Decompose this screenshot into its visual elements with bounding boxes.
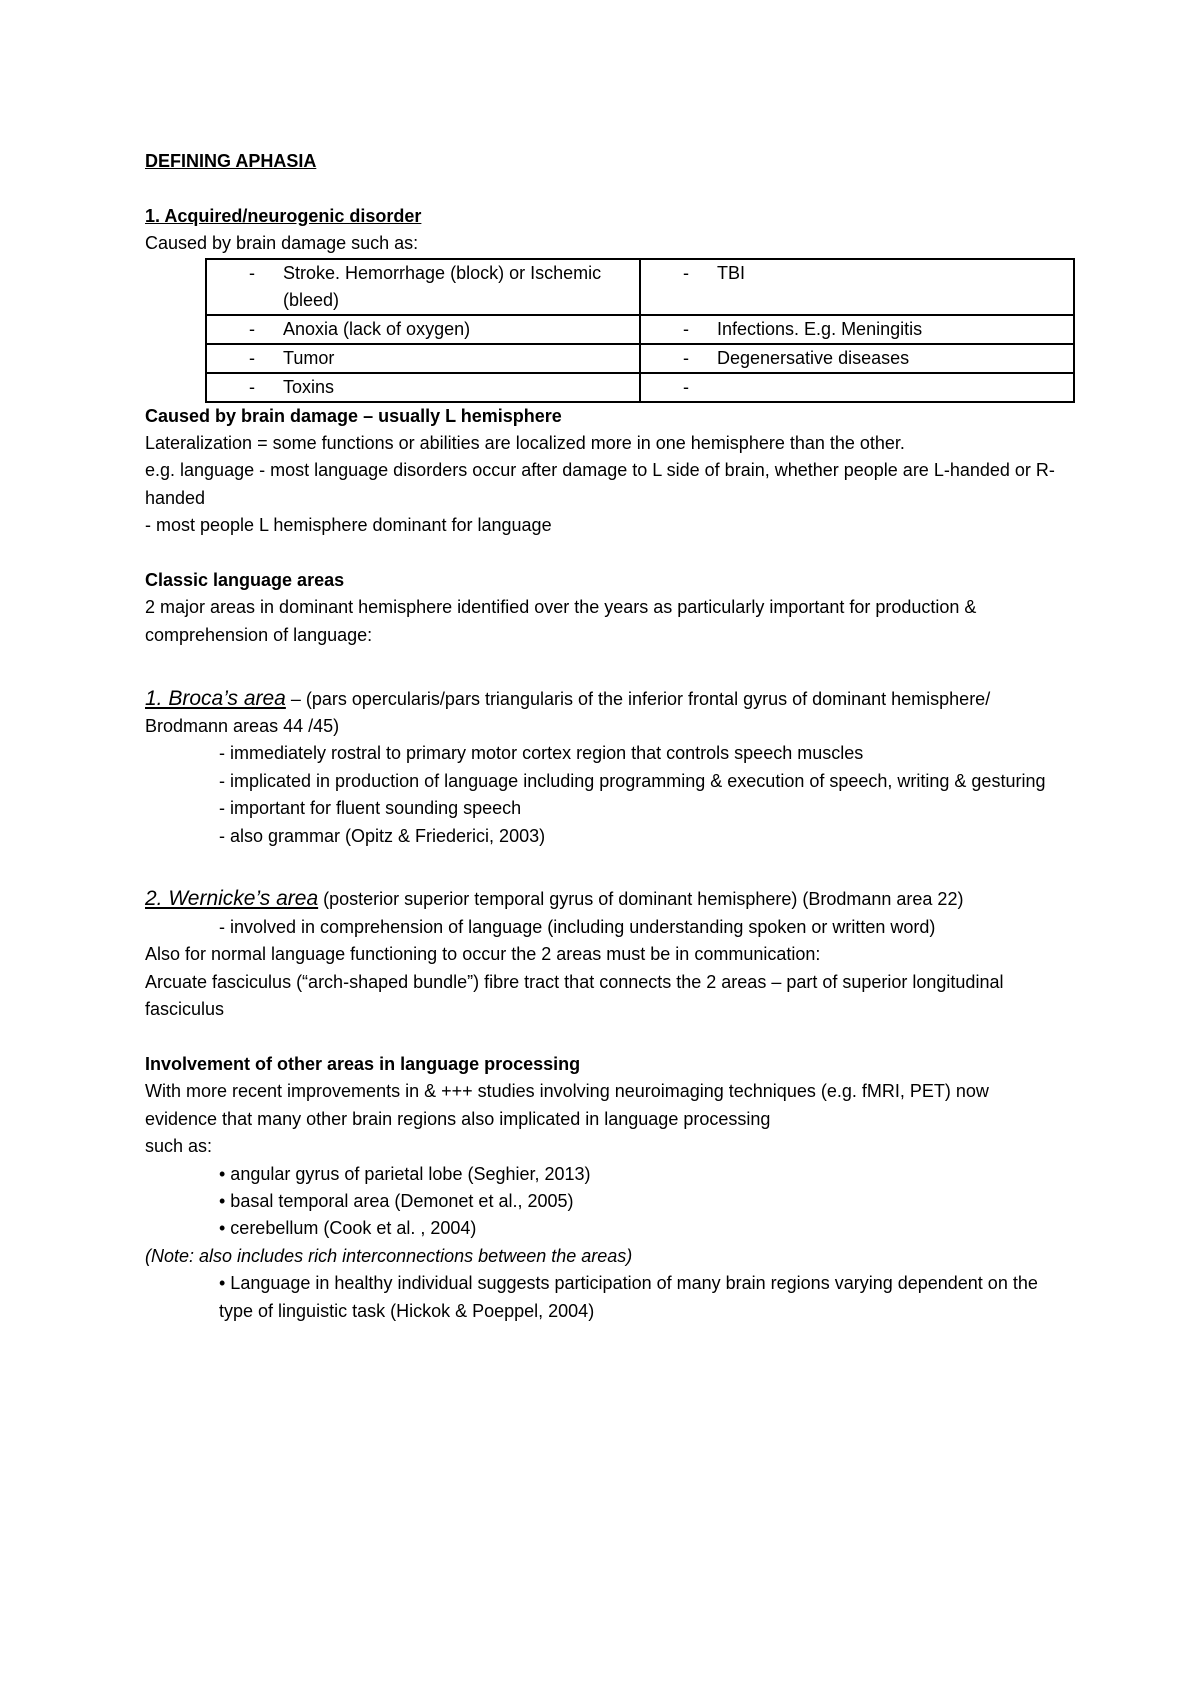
communication-text: Also for normal language functioning to occur the 2 areas must be in communication: — [145, 944, 821, 965]
list-item: • angular gyrus of parietal lobe (Seghier, 2013) — [219, 1163, 591, 1184]
table-row — [206, 344, 1074, 373]
broca-area-description: – (pars opercularis/pars triangularis of the inferior frontal gyrus of dominant hemisphere/ Brodmann areas 44 /45) — [145, 688, 991, 737]
document-body — [145, 148, 1065, 1325]
other-areas-heading: Involvement of other areas in language processing — [145, 1053, 581, 1074]
arcuate-text: Arcuate fasciculus (“arch-shaped bundle”) fibre tract that connects the 2 areas – part of superior longitudinal fasciculus — [145, 971, 1004, 1020]
classic-areas-intro: 2 major areas in dominant hemisphere identified over the years as particularly important for production & comprehension of language: — [145, 597, 977, 645]
wernicke-area-title: 2. Wernicke’s area — [145, 887, 319, 911]
wernicke-heading-line — [145, 885, 1065, 913]
list-item: - also grammar (Opitz & Friederici, 2003) — [219, 825, 546, 846]
list-item: - immediately rostral to primary motor cortex region that controls speech muscles — [219, 743, 864, 764]
such-as-text: such as: — [145, 1136, 213, 1157]
note-text: (Note: also includes rich interconnections between the areas) — [145, 1245, 633, 1266]
list-item: - implicated in production of language including programming & execution of speech, writing & gesturing — [219, 770, 1046, 791]
section-heading-acquired: 1. Acquired/neurogenic disorder — [145, 205, 422, 226]
list-item: • cerebellum (Cook et al. , 2004) — [219, 1218, 477, 1239]
table-cell: - Anoxia (lack of oxygen) — [206, 315, 640, 344]
table-cell: - Degenersative diseases — [640, 344, 1074, 373]
list-item: • Language in healthy individual suggests participation of many brain regions varying dependent on the type of linguistic task (Hickok & Poeppel, 2004) — [219, 1273, 1038, 1321]
table-row — [206, 259, 1074, 315]
causes-intro: Caused by brain damage such as: — [145, 233, 419, 254]
dominance-text: - most people L hemisphere dominant for language — [145, 515, 552, 536]
causes-table — [205, 258, 1075, 403]
page-title: DEFINING APHASIA — [145, 151, 317, 171]
table-row — [206, 315, 1074, 344]
table-cell: - — [640, 373, 1074, 402]
list-item: - important for fluent sounding speech — [219, 798, 522, 819]
table-cell: - Toxins — [206, 373, 640, 402]
table-row — [206, 373, 1074, 402]
list-item: - involved in comprehension of language (including understanding spoken or written word) — [219, 916, 936, 937]
broca-area-title: 1. Broca’s area — [145, 686, 286, 710]
table-cell: - TBI — [640, 259, 1074, 315]
table-cell: - Stroke. Hemorrhage (block) or Ischemic (bleed) — [206, 259, 640, 315]
classic-areas-heading: Classic language areas — [145, 570, 345, 591]
brain-damage-heading: Caused by brain damage – usually L hemisphere — [145, 405, 562, 426]
list-item: • basal temporal area (Demonet et al., 2005) — [219, 1190, 574, 1211]
wernicke-area-description: (posterior superior temporal gyrus of dominant hemisphere) (Brodmann area 22) — [318, 889, 964, 910]
table-cell: - Infections. E.g. Meningitis — [640, 315, 1074, 344]
other-areas-intro: With more recent improvements in & +++ studies involving neuroimaging techniques (e.g. fMRI, PET) now evidence that many other brain regions also implicated in language processing — [145, 1081, 989, 1129]
table-cell: - Tumor — [206, 344, 640, 373]
language-example-text: e.g. language - most language disorders occur after damage to L side of brain, whether people are L-handed or R-handed — [145, 460, 1055, 508]
lateralization-text: Lateralization = some functions or abilities are localized more in one hemisphere than the other. — [145, 433, 905, 454]
broca-heading-line — [145, 685, 1065, 741]
